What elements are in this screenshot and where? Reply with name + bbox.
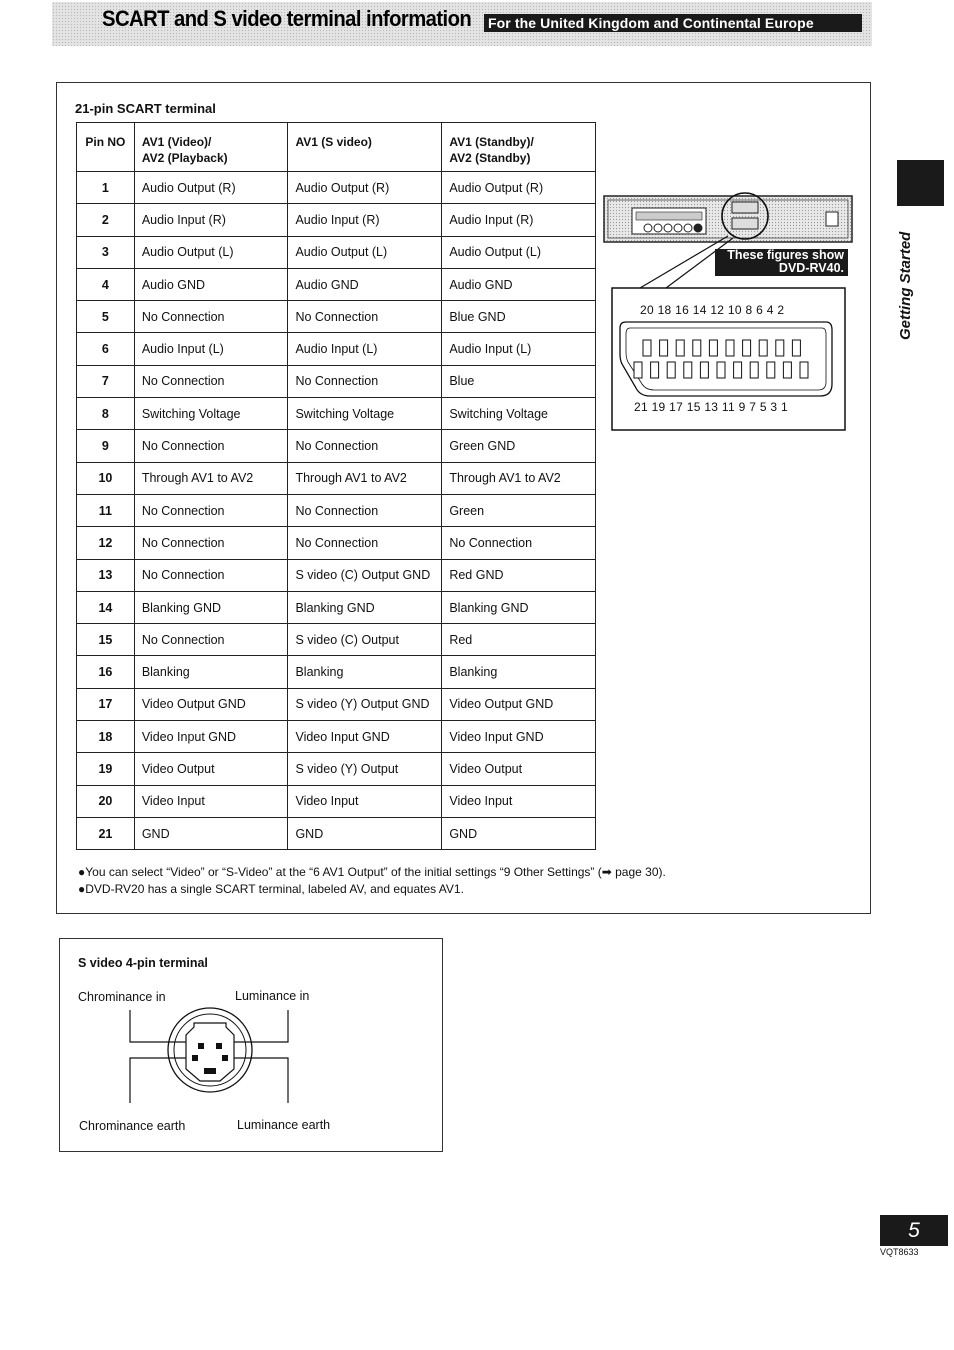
signal-cell: Blanking <box>442 656 596 688</box>
signal-cell: Video Input <box>134 785 288 817</box>
signal-cell: Audio Input (L) <box>134 333 288 365</box>
pin-number-cell: 14 <box>77 591 135 623</box>
signal-cell: Video Output <box>134 753 288 785</box>
table-row <box>77 721 596 753</box>
page-number <box>880 1215 948 1246</box>
pin-number-cell: 9 <box>77 430 135 462</box>
pin-slot <box>660 340 668 356</box>
signal-cell: GND <box>442 817 596 849</box>
pin-slot <box>693 340 701 356</box>
pin-slot <box>800 362 808 378</box>
pin-number-cell: 16 <box>77 656 135 688</box>
signal-cell: Video Output <box>442 753 596 785</box>
table-row <box>77 301 596 333</box>
signal-cell: Video Input GND <box>134 721 288 753</box>
table-row <box>77 462 596 494</box>
signal-cell: No Connection <box>134 430 288 462</box>
pin-number-cell: 18 <box>77 721 135 753</box>
pin-number-cell: 7 <box>77 365 135 397</box>
signal-cell: No Connection <box>134 301 288 333</box>
pin-slot <box>767 362 775 378</box>
signal-cell: Video Input GND <box>288 721 442 753</box>
signal-cell: Switching Voltage <box>288 398 442 430</box>
table-row <box>77 494 596 526</box>
table-row <box>77 753 596 785</box>
signal-cell: No Connection <box>134 624 288 656</box>
table-body <box>77 172 596 850</box>
signal-cell: Audio GND <box>442 268 596 300</box>
pin-slot <box>792 340 800 356</box>
pin-number-cell: 11 <box>77 494 135 526</box>
pin-slot <box>700 362 708 378</box>
pin-number-cell: 10 <box>77 462 135 494</box>
signal-cell: Blue GND <box>442 301 596 333</box>
signal-cell: Audio Output (L) <box>288 236 442 268</box>
pin-number-cell: 19 <box>77 753 135 785</box>
signal-cell: No Connection <box>442 527 596 559</box>
signal-cell: Audio Output (R) <box>288 172 442 204</box>
document-code: VQT8633 <box>880 1247 919 1257</box>
note-item: ●DVD-RV20 has a single SCART terminal, labeled AV, and equates AV1. <box>78 882 464 896</box>
signal-cell: Audio Input (R) <box>288 204 442 236</box>
signal-cell: No Connection <box>288 527 442 559</box>
chapter-tab <box>897 160 944 206</box>
pin-slot <box>743 340 751 356</box>
signal-cell: No Connection <box>288 430 442 462</box>
chrominance-in-label: Chrominance in <box>78 990 166 1004</box>
signal-cell: Video Input <box>442 785 596 817</box>
signal-cell: No Connection <box>134 559 288 591</box>
pin-slot <box>717 362 725 378</box>
scart-pin-table <box>76 122 596 850</box>
signal-cell: GND <box>288 817 442 849</box>
header-av1-video: AV1 (Video)/ AV2 (Playback) <box>141 135 228 165</box>
signal-cell: GND <box>134 817 288 849</box>
pin-slot <box>676 340 684 356</box>
pin-number-cell: 17 <box>77 688 135 720</box>
pin-numbers-bottom: 21 19 17 15 13 11 9 7 5 3 1 <box>634 400 789 414</box>
pin-slot <box>684 362 692 378</box>
signal-cell: Green <box>442 494 596 526</box>
pin-number-cell: 13 <box>77 559 135 591</box>
signal-cell: S video (C) Output GND <box>288 559 442 591</box>
pin-number-cell: 15 <box>77 624 135 656</box>
table-row <box>77 333 596 365</box>
signal-cell: Audio Output (L) <box>442 236 596 268</box>
table-row <box>77 204 596 236</box>
signal-cell: Blanking <box>288 656 442 688</box>
table-row <box>77 527 596 559</box>
pin-number-cell: 3 <box>77 236 135 268</box>
signal-cell: Blanking GND <box>288 591 442 623</box>
signal-cell: No Connection <box>134 527 288 559</box>
figure-note-badge <box>715 249 848 276</box>
luminance-in-label: Luminance in <box>235 989 310 1003</box>
signal-cell: Through AV1 to AV2 <box>134 462 288 494</box>
pin-number-cell: 5 <box>77 301 135 333</box>
signal-cell: No Connection <box>288 365 442 397</box>
pin-slot <box>734 362 742 378</box>
pin-numbers-top: 20 18 16 14 12 10 8 6 4 2 <box>640 303 785 317</box>
pin-number-cell: 4 <box>77 268 135 300</box>
table-row <box>77 559 596 591</box>
column-header <box>77 123 135 172</box>
pin-number-cell: 1 <box>77 172 135 204</box>
signal-cell: Audio Input (L) <box>288 333 442 365</box>
scart-notes <box>78 864 666 898</box>
region-badge: For the United Kingdom and Continental Europe <box>484 14 862 32</box>
signal-cell: S video (C) Output <box>288 624 442 656</box>
signal-cell: Through AV1 to AV2 <box>288 462 442 494</box>
table-row <box>77 688 596 720</box>
signal-cell: No Connection <box>288 494 442 526</box>
table-header-row <box>77 123 596 172</box>
table-row <box>77 236 596 268</box>
svideo-connector-diagram <box>120 1005 300 1115</box>
signal-cell: Audio Input (R) <box>442 204 596 236</box>
chrominance-earth-label: Chrominance earth <box>79 1119 186 1133</box>
signal-cell: Audio GND <box>288 268 442 300</box>
pin-slot <box>759 340 767 356</box>
signal-cell: Red <box>442 624 596 656</box>
table-row <box>77 365 596 397</box>
table-row <box>77 817 596 849</box>
pin-number-cell: 12 <box>77 527 135 559</box>
signal-cell: No Connection <box>134 365 288 397</box>
table-row <box>77 591 596 623</box>
pin-slot <box>750 362 758 378</box>
pin-slot <box>783 362 791 378</box>
pin-number-cell: 20 <box>77 785 135 817</box>
table-row <box>77 624 596 656</box>
signal-cell: No Connection <box>134 494 288 526</box>
svideo-heading: S video 4-pin terminal <box>78 956 208 970</box>
signal-cell: Audio Output (L) <box>134 236 288 268</box>
header-pin-no: Pin NO <box>85 135 126 149</box>
pin-slot <box>651 362 659 378</box>
luminance-earth-label: Luminance earth <box>237 1118 331 1132</box>
page-title: SCART and S video terminal information <box>102 6 472 31</box>
table-row <box>77 785 596 817</box>
figure-note-text: These figures show DVD-RV40. <box>727 248 844 275</box>
header-av1-standby: AV1 (Standby)/ AV2 (Standby) <box>449 135 534 165</box>
pin-slot <box>634 362 642 378</box>
signal-cell: Blanking GND <box>442 591 596 623</box>
column-header <box>442 123 596 172</box>
pin-slot <box>726 340 734 356</box>
signal-cell: S video (Y) Output <box>288 753 442 785</box>
note-item: ●You can select “Video” or “S-Video” at the “6 AV1 Output” of the initial settings “9 Other Settings” (➡ page 30). <box>78 865 666 879</box>
signal-cell: Audio GND <box>134 268 288 300</box>
dvd-recorder-rear-panel <box>604 193 852 242</box>
signal-cell: Blanking <box>134 656 288 688</box>
table-row <box>77 172 596 204</box>
signal-cell: Audio Output (R) <box>442 172 596 204</box>
pin-number-cell: 21 <box>77 817 135 849</box>
signal-cell: Video Output GND <box>134 688 288 720</box>
pin-slot <box>667 362 675 378</box>
table-row <box>77 430 596 462</box>
signal-cell: Audio Input (R) <box>134 204 288 236</box>
signal-cell: Green GND <box>442 430 596 462</box>
column-header <box>134 123 288 172</box>
signal-cell: S video (Y) Output GND <box>288 688 442 720</box>
pin-number-cell: 2 <box>77 204 135 236</box>
signal-cell: Red GND <box>442 559 596 591</box>
signal-cell: Video Input <box>288 785 442 817</box>
signal-cell: Audio Input (L) <box>442 333 596 365</box>
pin-number-cell: 6 <box>77 333 135 365</box>
signal-cell: Blanking GND <box>134 591 288 623</box>
signal-cell: Blue <box>442 365 596 397</box>
signal-cell: Video Output GND <box>442 688 596 720</box>
pin-slot <box>776 340 784 356</box>
table-row <box>77 268 596 300</box>
column-header <box>288 123 442 172</box>
pin-slot <box>643 340 651 356</box>
signal-cell: Video Input GND <box>442 721 596 753</box>
table-row <box>77 398 596 430</box>
pin-slot <box>709 340 717 356</box>
signal-cell: Through AV1 to AV2 <box>442 462 596 494</box>
chapter-label: Getting Started <box>897 231 914 340</box>
signal-cell: Switching Voltage <box>134 398 288 430</box>
scart-heading: 21-pin SCART terminal <box>75 101 216 116</box>
header-av1-svideo: AV1 (S video) <box>295 135 372 149</box>
signal-cell: Audio Output (R) <box>134 172 288 204</box>
page-number-text: 5 <box>908 1219 920 1242</box>
table-row <box>77 656 596 688</box>
signal-cell: Switching Voltage <box>442 398 596 430</box>
signal-cell: No Connection <box>288 301 442 333</box>
pin-number-cell: 8 <box>77 398 135 430</box>
